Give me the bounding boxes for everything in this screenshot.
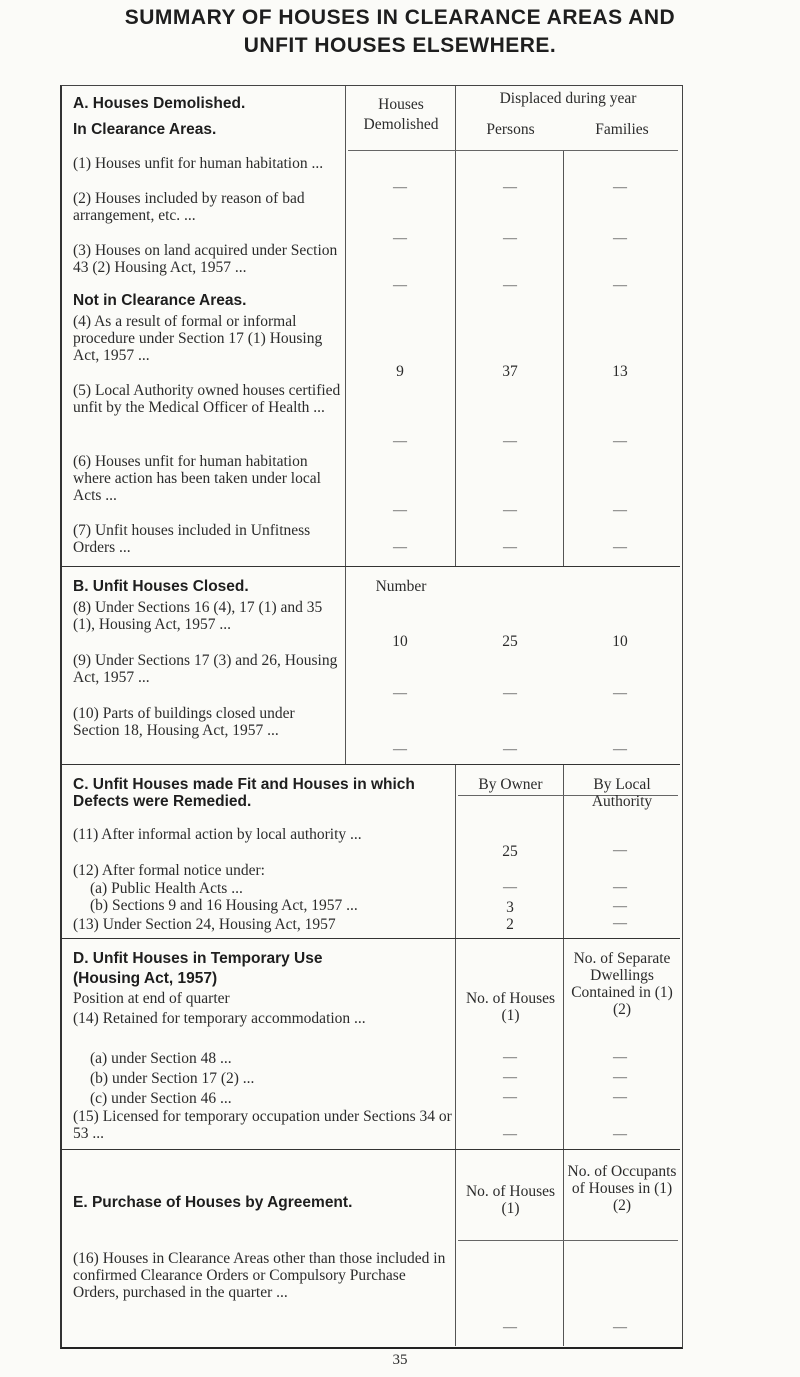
col-rule-a2 <box>455 86 456 566</box>
row-item-8: (8) Under Sections 16 (4), 17 (1) and 35 (1), Housing Act, 1957 ... <box>73 599 323 633</box>
dash: — <box>613 1320 627 1335</box>
item4-houses: 9 <box>396 363 404 380</box>
section-d-heading: D. Unfit Houses in Temporary Use <box>73 950 323 967</box>
dash: — <box>613 1050 627 1065</box>
dash: — <box>393 231 407 246</box>
dash: — <box>503 503 517 518</box>
row-item-14c: (c) under Section 46 ... <box>90 1090 232 1107</box>
separator-de <box>60 1149 680 1150</box>
page-subtitle: UNFIT HOUSES ELSEWHERE. <box>243 34 557 57</box>
dash: — <box>503 540 517 555</box>
row-item-4: (4) As a result of formal or informal procedure under Section 17 (1) Housing Act, 1957 ... <box>73 313 323 364</box>
dash: — <box>613 503 627 518</box>
row-item-14: (14) Retained for temporary accommodation ... <box>73 1010 366 1027</box>
col-rule-a1 <box>345 86 346 566</box>
dash: — <box>503 1127 517 1142</box>
row-item-10: (10) Parts of buildings closed under Section 18, Housing Act, 1957 ... <box>73 705 295 739</box>
separator-cd <box>60 938 680 939</box>
item4-persons: 37 <box>502 363 518 380</box>
dash: — <box>613 1090 627 1105</box>
row-item-12: (12) After formal notice under: <box>73 862 265 879</box>
col-rule-e2 <box>563 1150 564 1346</box>
col-rule-c1 <box>455 765 456 938</box>
row-item-5: (5) Local Authority owned houses certified unfit by the Medical Officer of Health ... <box>73 382 341 416</box>
row-item-3: (3) Houses on land acquired under Section 43 (2) Housing Act, 1957 ... <box>73 242 338 276</box>
col-rule-d1 <box>455 939 456 1149</box>
dash: — <box>393 686 407 701</box>
col-families: Families <box>595 121 649 138</box>
item4-families: 13 <box>612 363 628 380</box>
row-item-1: (1) Houses unfit for human habitation ... <box>73 155 324 172</box>
header-underline-e <box>458 1240 678 1241</box>
row-item-9: (9) Under Sections 17 (3) and 26, Housing Act, 1957 ... <box>73 652 338 686</box>
dash: — <box>503 742 517 757</box>
dash: — <box>503 1070 517 1085</box>
col-e-houses: No. of Houses (1) <box>465 1183 556 1217</box>
item13-owner: 2 <box>506 916 514 933</box>
row-item-14b: (b) under Section 17 (2) ... <box>90 1070 255 1087</box>
section-b-heading: B. Unfit Houses Closed. <box>73 578 249 595</box>
page-title: SUMMARY OF HOUSES IN CLEARANCE AREAS AND <box>124 6 676 29</box>
item11-owner: 25 <box>502 843 518 860</box>
dash: — <box>393 278 407 293</box>
item12b-owner: 3 <box>506 899 514 916</box>
section-c-heading: C. Unfit Houses made Fit and Houses in which Defects were Remedied. <box>73 776 415 810</box>
item8-number: 10 <box>392 633 408 650</box>
dash: — <box>393 434 407 449</box>
item8-persons: 25 <box>502 633 518 650</box>
dash: — <box>613 916 627 931</box>
dash: — <box>613 540 627 555</box>
col-by-authority: By Local Authority <box>591 776 653 810</box>
col-rule-b1 <box>345 567 346 764</box>
dash: — <box>613 231 627 246</box>
not-in-clearance-heading: Not in Clearance Areas. <box>73 292 247 309</box>
dash: — <box>613 278 627 293</box>
row-item-15: (15) Licensed for temporary occupation under Sections 34 or 53 ... <box>73 1108 452 1142</box>
row-item-12a: (a) Public Health Acts ... <box>90 880 243 897</box>
dash: — <box>503 880 517 895</box>
dash: — <box>613 686 627 701</box>
row-item-16: (16) Houses in Clearance Areas other than those included in confirmed Clearance Orders or Compulsory Purchase Orders, purchased in the quarter ... <box>73 1250 446 1301</box>
row-item-11: (11) After informal action by local authority ... <box>73 826 362 843</box>
dash: — <box>613 1070 627 1085</box>
position-note: Position at end of quarter <box>73 990 230 1007</box>
separator-bc <box>60 764 680 765</box>
dash: — <box>613 180 627 195</box>
row-item-7: (7) Unfit houses included in Unfitness Orders ... <box>73 522 311 556</box>
item8-families: 10 <box>612 633 628 650</box>
separator-ab <box>60 566 680 567</box>
dash: — <box>393 540 407 555</box>
section-a-subheading: In Clearance Areas. <box>73 121 217 138</box>
dash: — <box>613 899 627 914</box>
col-persons: Persons <box>486 121 535 138</box>
col-by-owner: By Owner <box>478 776 543 793</box>
dash: — <box>613 1127 627 1142</box>
section-e-heading: E. Purchase of Houses by Agreement. <box>73 1194 353 1211</box>
col-rule-e1 <box>455 1150 456 1346</box>
row-item-6: (6) Houses unfit for human habitation where action has been taken under local Acts ... <box>73 453 321 504</box>
dash: — <box>503 434 517 449</box>
dash: — <box>613 742 627 757</box>
col-no-houses: No. of Houses (1) <box>465 990 556 1024</box>
dash: — <box>613 880 627 895</box>
dash: — <box>503 1050 517 1065</box>
col-houses-demolished: Houses Demolished <box>363 96 439 133</box>
row-item-12b: (b) Sections 9 and 16 Housing Act, 1957 ... <box>90 897 358 914</box>
dash: — <box>503 231 517 246</box>
row-item-2: (2) Houses included by reason of bad arrangement, etc. ... <box>73 190 305 224</box>
section-a-heading: A. Houses Demolished. <box>73 95 246 112</box>
col-separate-dwellings: No. of Separate Dwellings Contained in (1) (2) <box>571 950 673 1018</box>
dash: — <box>393 742 407 757</box>
dash: — <box>503 180 517 195</box>
row-item-13: (13) Under Section 24, Housing Act, 1957 <box>73 916 336 933</box>
dash: — <box>503 1320 517 1335</box>
col-rule-c2 <box>563 765 564 938</box>
section-d-subheading: (Housing Act, 1957) <box>73 970 218 987</box>
dash: — <box>613 434 627 449</box>
dash: — <box>503 1090 517 1105</box>
dash: — <box>503 686 517 701</box>
col-rule-d2 <box>563 939 564 1149</box>
dash: — <box>393 503 407 518</box>
row-item-14a: (a) under Section 48 ... <box>90 1050 232 1067</box>
col-displaced: Displaced during year <box>499 90 637 107</box>
page-number: 35 <box>392 1352 408 1368</box>
dash: — <box>503 278 517 293</box>
col-number: Number <box>375 578 427 595</box>
dash: — <box>613 843 627 858</box>
col-rule-a3 <box>563 150 564 566</box>
header-underline-a <box>348 150 678 151</box>
dash: — <box>393 180 407 195</box>
col-e-occupants: No. of Occupants of Houses in (1) (2) <box>567 1163 677 1214</box>
